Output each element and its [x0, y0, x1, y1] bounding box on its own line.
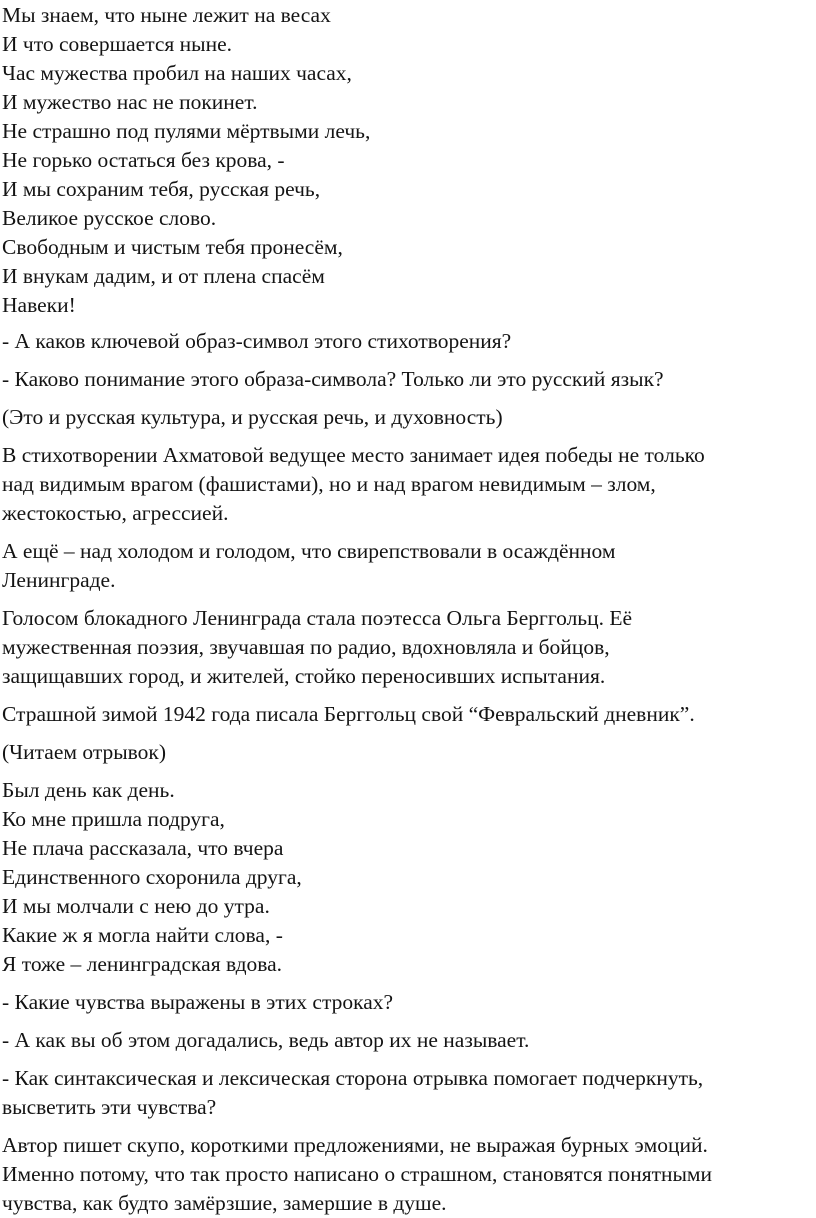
paragraph-berggolts: [2, 604, 812, 691]
poem-stanza-2: [2, 776, 812, 979]
paragraph-akhmatova: [2, 441, 812, 528]
poem-line: Не плача рассказала, что вчера: [2, 836, 284, 860]
poem-line: И что совершается ныне.: [2, 32, 233, 56]
poem-line: Единственного схоронила друга,: [2, 865, 302, 889]
paragraph-line: над видимым врагом (фашистами), но и над врагом невидимым – злом,: [2, 472, 656, 496]
paragraph-february-diary: Страшной зимой 1942 года писала Берггольц свой “Февральский дневник”.: [2, 702, 695, 726]
poem-line: Был день как день.: [2, 778, 175, 802]
paragraph-line: чувства, как будто замёрзшие, замершие в душе.: [2, 1191, 447, 1215]
poem-stanza-1: [2, 1, 812, 320]
paragraph-line: В стихотворении Ахматовой ведущее место занимает идея победы не только: [2, 443, 705, 467]
poem-line: Навеки!: [2, 293, 76, 317]
paragraph-line: Ленинграде.: [2, 568, 116, 592]
poem-line: И мы молчали с нею до утра.: [2, 894, 270, 918]
poem-line: Мы знаем, что ныне лежит на весах: [2, 3, 331, 27]
paragraph-line: А ещё – над холодом и голодом, что свирепствовали в осаждённом: [2, 539, 616, 563]
paragraph-line: мужественная поэзия, звучавшая по радио, вдохновляла и бойцов,: [2, 635, 610, 659]
poem-line: Я тоже – ленинградская вдова.: [2, 952, 283, 976]
poem-line: Великое русское слово.: [2, 206, 217, 230]
poem-line: И мужество нас не покинет.: [2, 90, 258, 114]
poem-line: Свободным и чистым тебя пронесём,: [2, 235, 343, 259]
paragraph-line: защищавших город, и жителей, стойко переносивших испытания.: [2, 664, 606, 688]
poem-line: Не горько остаться без крова, -: [2, 148, 285, 172]
paragraph-line: высветить эти чувства?: [2, 1095, 217, 1119]
poem-line: И внукам дадим, и от плена спасём: [2, 264, 325, 288]
question-feelings: - Какие чувства выражены в этих строках?: [2, 990, 394, 1014]
poem-line: Какие ж я могла найти слова, -: [2, 923, 283, 947]
paragraph-line: - Как синтаксическая и лексическая сторона отрывка помогает подчеркнуть,: [2, 1066, 704, 1090]
paragraph-line: Автор пишет скупо, короткими предложениями, не выражая бурных эмоций.: [2, 1133, 708, 1157]
paragraph-line: Именно потому, что так просто написано о страшном, становятся понятными: [2, 1162, 713, 1186]
note-reading-excerpt: (Читаем отрывок): [2, 740, 167, 764]
poem-line: И мы сохраним тебя, русская речь,: [2, 177, 321, 201]
poem-line: Час мужества пробил на наших часах,: [2, 61, 352, 85]
answer-culture: (Это и русская культура, и русская речь, и духовность): [2, 405, 503, 429]
question-key-symbol: - А каков ключевой образ-символ этого стихотворения?: [2, 329, 512, 353]
question-symbol-meaning: - Каково понимание этого образа-символа? Только ли это русский язык?: [2, 367, 664, 391]
question-how-guessed: - А как вы об этом догадались, ведь автор их не называет.: [2, 1028, 530, 1052]
poem-line: Ко мне пришла подруга,: [2, 807, 225, 831]
paragraph-cold-hunger: [2, 537, 812, 595]
question-syntax-lexis: [2, 1064, 812, 1122]
paragraph-line: Голосом блокадного Ленинграда стала поэтесса Ольга Берггольц. Её: [2, 606, 633, 630]
poem-line: Не страшно под пулями мёртвыми лечь,: [2, 119, 371, 143]
paragraph-line: жестокостью, агрессией.: [2, 501, 229, 525]
paragraph-author-style: [2, 1131, 812, 1218]
